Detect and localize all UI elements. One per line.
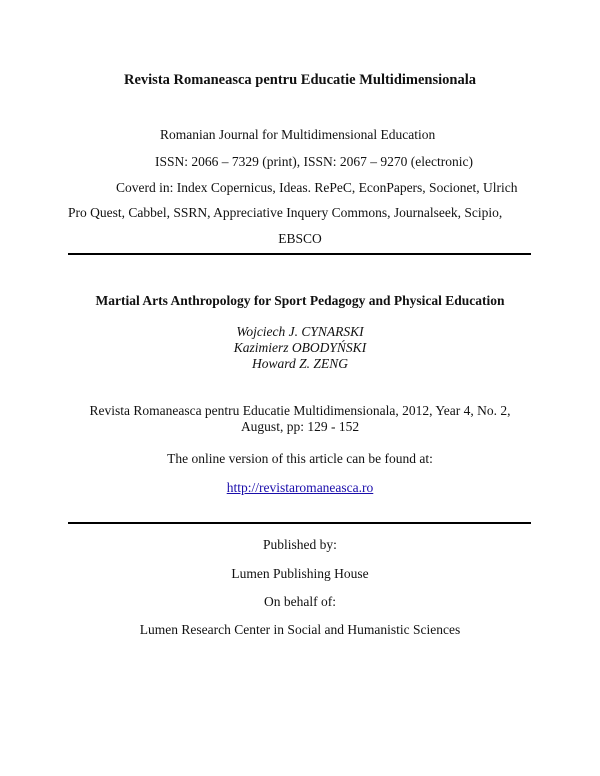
article-url-link[interactable]: http://revistaromaneasca.ro	[226, 480, 374, 495]
author-3: Howard Z. ZENG	[252, 356, 348, 371]
organization-name: Lumen Research Center in Social and Humanistic Sciences	[139, 622, 461, 637]
article-title: Martial Arts Anthropology for Sport Pedagogy and Physical Education	[95, 293, 505, 308]
publisher-name: Lumen Publishing House	[231, 566, 369, 581]
citation-line-2: August, pp: 129 - 152	[240, 419, 360, 434]
issn-line: ISSN: 2066 – 7329 (print), ISSN: 2067 – 9270 (electronic)	[155, 154, 473, 169]
top-divider	[68, 253, 531, 255]
journal-subtitle: Romanian Journal for Multidimensional Education	[160, 127, 436, 142]
author-2: Kazimierz OBODYŃSKI	[233, 340, 367, 355]
author-1: Wojciech J. CYNARSKI	[236, 324, 364, 339]
bottom-divider	[68, 522, 531, 524]
online-version-note: The online version of this article can be found at:	[167, 451, 433, 466]
coverage-line-3: EBSCO	[278, 231, 322, 246]
coverage-line-1: Coverd in: Index Copernicus, Ideas. RePeC, EconPapers, Socionet, Ulrich	[116, 180, 518, 195]
on-behalf-label: On behalf of:	[264, 594, 336, 609]
journal-title: Revista Romaneasca pentru Educatie Multidimensionala	[123, 72, 477, 88]
coverage-line-2: Pro Quest, Cabbel, SSRN, Appreciative Inquery Commons, Journalseek, Scipio,	[68, 205, 503, 220]
published-by-label: Published by:	[263, 537, 337, 552]
url-wrapper	[0, 480, 600, 496]
citation-line-1: Revista Romaneasca pentru Educatie Multidimensionala, 2012, Year 4, No. 2,	[89, 403, 511, 418]
